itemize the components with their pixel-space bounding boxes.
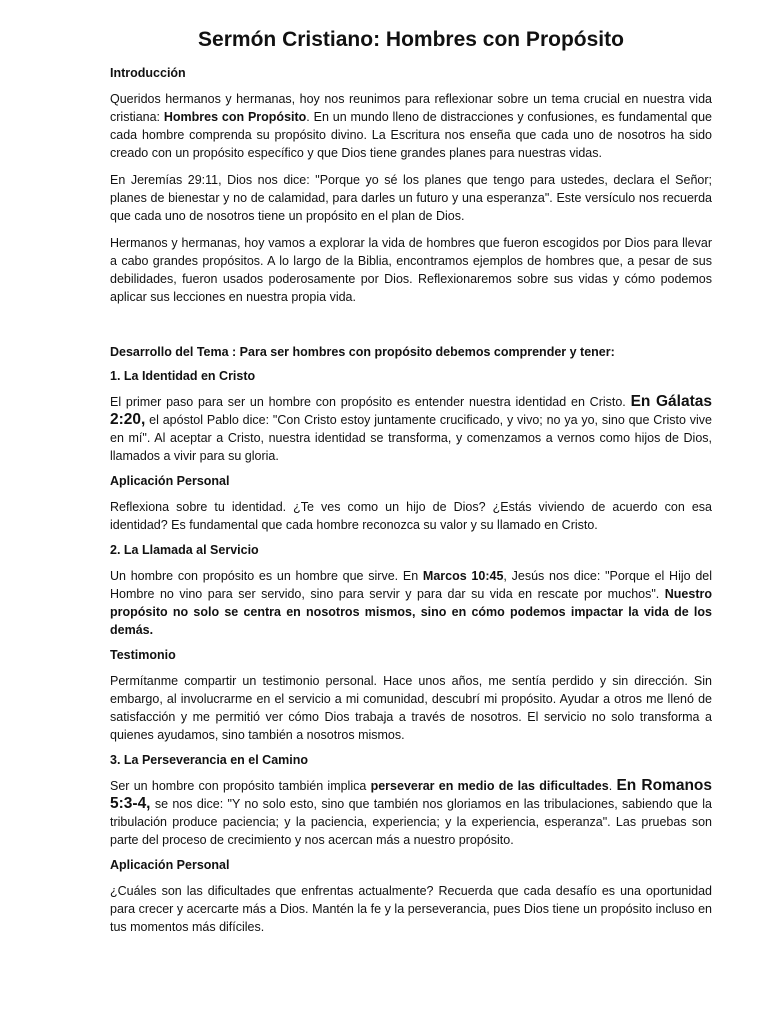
section3-heading: 3. La Perseverancia en el Camino [110, 753, 309, 767]
section-spacer [110, 315, 712, 345]
section2-paragraph [110, 567, 712, 639]
section1-text-b: el apóstol Pablo dice: "Con Cristo estoy juntamente crucificado, y vivo; no ya yo, sino que Cristo vive en mí". Al aceptar a Cristo, nuestra identidad se transforma, y comenzamos a vernos como hijos de Dios, llamados a vivir para su gloria. [110, 413, 712, 463]
section2-bold-statement: Nuestro propósito no solo se centra en nosotros mismos, sino en cómo podemos impactar la vida de los demás. [110, 587, 712, 637]
section3-text-a: Ser un hombre con propósito también implica [110, 779, 371, 793]
intro-p1-text-b: . En un mundo lleno de distracciones y confusiones, es fundamental que cada hombre comprenda su propósito divino. La Escritura nos enseña que cada uno de nosotros ha sido creado con un propósito específico y que Dios tiene grandes planes para nuestras vidas. [110, 110, 712, 160]
section2-heading: 2. La Llamada al Servicio [110, 543, 259, 557]
section2-verse-ref: Marcos 10:45 [422, 569, 504, 583]
intro-paragraph-3: Hermanos y hermanas, hoy vamos a explorar la vida de hombres que fueron escogidos por Dios para llevar a cabo grandes propósitos. A lo largo de la Biblia, encontramos ejemplos de hombres que, a pesar de sus debilidades, fueron usados poderosamente por Dios. Reflexionaremos sobre sus vidas y cómo podemos aplicar sus lecciones en nuestra propia vida. [110, 236, 712, 304]
section3-bold-phrase: perseverar en medio de las dificultades [370, 779, 609, 793]
section2-testimony-paragraph: Permítanme compartir un testimonio personal. Hace unos años, me sentía perdido y sin dirección. Sin embargo, al involucrarme en el servicio a mi comunidad, descubrí mi propósito. Ayudar a otros me llenó de satisfacción y me permitió ver cómo Dios trabaja a través de nosotros. El servicio no solo transforma a quienes ayudamos, sino también a nosotros mismos. [110, 674, 712, 742]
section1-application-heading: Aplicación Personal [110, 474, 230, 488]
section2-text-a: Un hombre con propósito es un hombre que sirve. En [110, 569, 423, 583]
intro-p1-text-a: Queridos hermanos y hermanas, hoy nos reunimos para reflexionar sobre un tema crucial en nuestra vida cristiana: [110, 92, 712, 124]
development-heading: Desarrollo del Tema : Para ser hombres con propósito debemos comprender y tener: [110, 345, 615, 359]
page-title: Sermón Cristiano: Hombres con Propósito [198, 28, 624, 51]
section1-heading: 1. La Identidad en Cristo [110, 369, 256, 383]
section1-application-paragraph: Reflexiona sobre tu identidad. ¿Te ves como un hijo de Dios? ¿Estás viviendo de acuerdo con esa identidad? Es fundamental que cada hombre reconozca su valor y su llamado en Cristo. [110, 500, 712, 532]
section1-paragraph [110, 393, 712, 465]
section3-verse-ref: En Romanos 5:3-4, [110, 777, 713, 812]
section3-text-b: se nos dice: "Y no solo esto, sino que también nos gloriamos en las tribulaciones, sabiendo que la tribulación produce paciencia; y la paciencia, experiencia; y la experiencia, esperanza". Las pruebas son parte del proceso de crecimiento y nos acercan más a nuestro propósito. [110, 797, 712, 847]
section2-text-b: , Jesús nos dice: "Porque el Hijo del Hombre no vino para ser servido, sino para servir y para dar su vida en rescate por muchos". [110, 569, 713, 601]
intro-paragraph-1 [110, 90, 712, 162]
section3-text-dot: . [608, 779, 617, 793]
intro-p1-bold: Hombres con Propósito [163, 110, 307, 124]
intro-paragraph-2: En Jeremías 29:11, Dios nos dice: "Porque yo sé los planes que tengo para ustedes, declara el Señor; planes de bienestar y no de calamidad, para darles un futuro y una esperanza". Este versículo nos recuerda que cada uno de nosotros tiene un propósito en el plan de Dios. [110, 173, 712, 223]
section1-text-a: El primer paso para ser un hombre con propósito es entender nuestra identidad en Cristo. [110, 395, 631, 409]
intro-heading: Introducción [110, 66, 186, 80]
section2-testimony-heading: Testimonio [110, 648, 176, 662]
section3-application-paragraph: ¿Cuáles son las dificultades que enfrentas actualmente? Recuerda que cada desafío es una oportunidad para crecer y acercarte más a Dios. Mantén la fe y la perseverancia, pues Dios tiene un propósito incluso en tus momentos más difíciles. [110, 884, 712, 934]
section3-application-heading: Aplicación Personal [110, 858, 230, 872]
section3-paragraph [110, 777, 712, 849]
section1-verse-ref: En Gálatas 2:20, [110, 393, 712, 428]
